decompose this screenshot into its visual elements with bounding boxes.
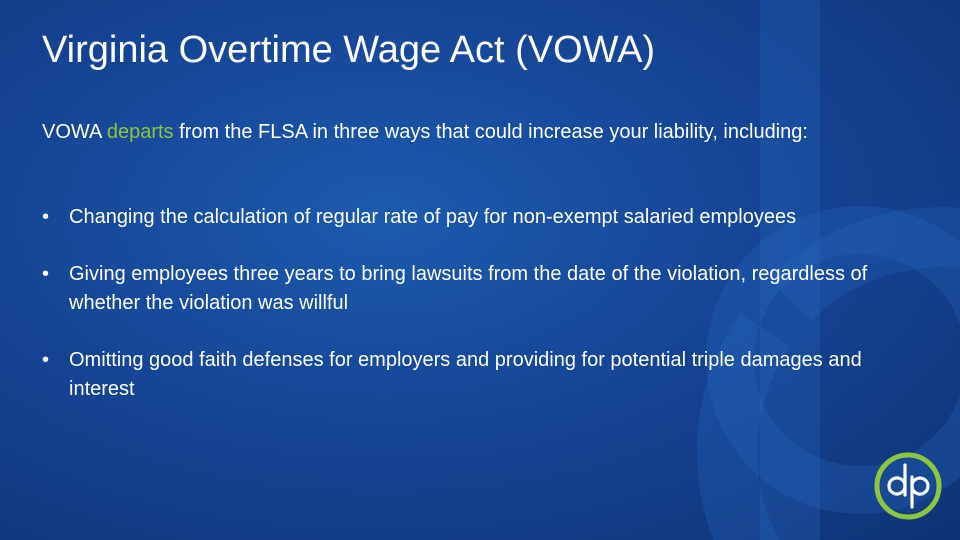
bullet-list <box>42 203 912 432</box>
intro-text-before: VOWA <box>42 121 107 143</box>
bullet-item <box>42 346 912 404</box>
intro-text <box>42 118 902 147</box>
bullet-item <box>42 260 912 318</box>
slide-title: Virginia Overtime Wage Act (VOWA) <box>42 29 656 71</box>
bullet-icon: • <box>42 263 50 285</box>
bullet-text: Changing the calculation of regular rate of pay for non-exempt salaried employees <box>69 206 797 228</box>
dp-logo-icon <box>872 450 944 522</box>
bullet-icon: • <box>42 349 50 371</box>
intro-highlight: departs <box>106 121 174 143</box>
bullet-text: Giving employees three years to bring lawsuits from the date of the violation, regardless of whether the violation was willful <box>69 263 868 314</box>
bullet-text: Omitting good faith defenses for employers and providing for potential triple damages and interest <box>69 349 862 400</box>
bullet-item <box>42 203 912 232</box>
bullet-icon: • <box>42 206 50 228</box>
intro-text-after: from the FLSA in three ways that could increase your liability, including: <box>173 121 808 143</box>
